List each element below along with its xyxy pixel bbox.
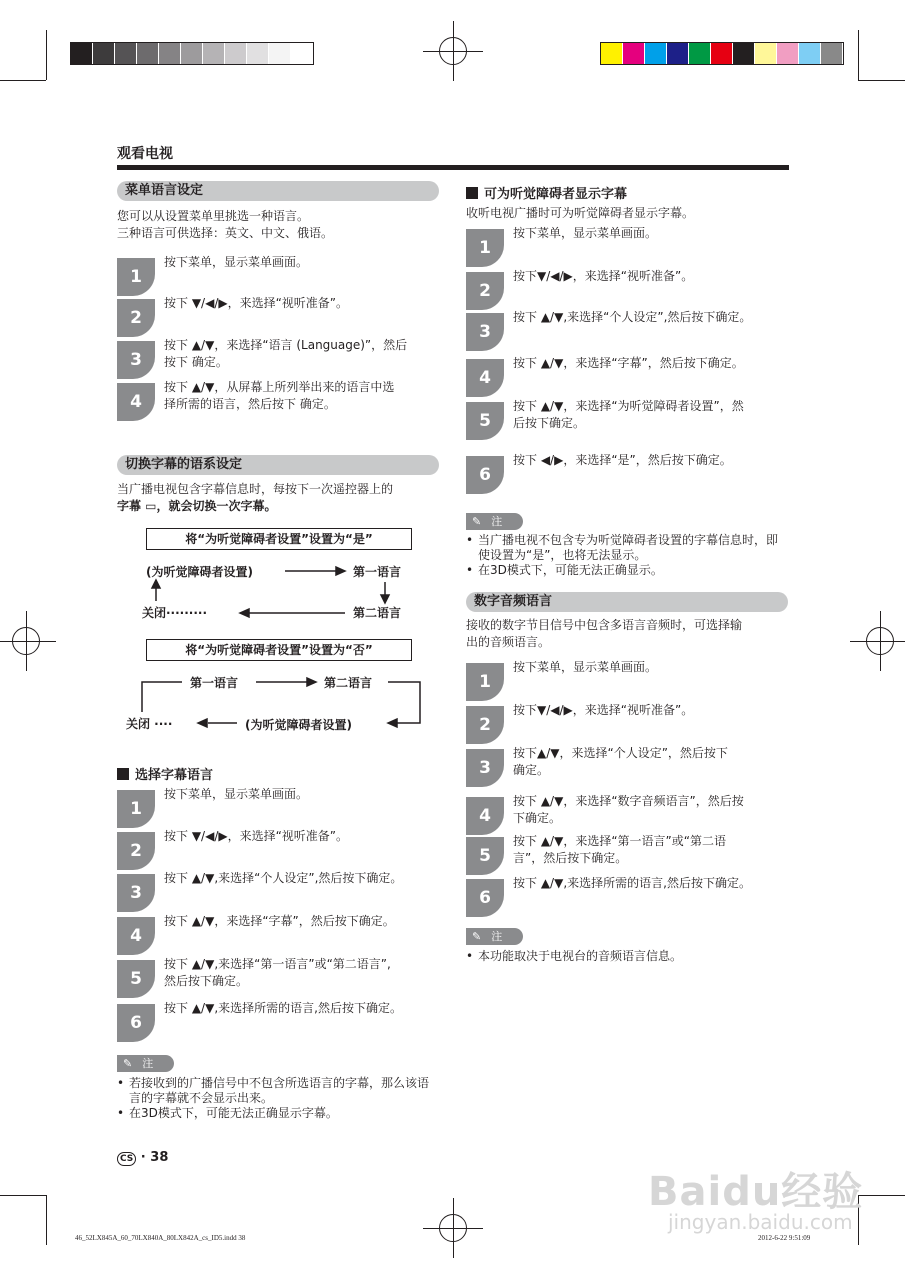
step-text: 按下 ▲/▼，从屏幕上所列举出来的语言中选	[164, 380, 395, 394]
step-text: 按下 ▲/▼，来选择“数字音频语言”，然后按	[513, 794, 744, 808]
color-swatch	[689, 43, 711, 64]
section-heading-hearing-subtitle	[466, 183, 627, 202]
step-text: 按下 ▲/▼,来选择所需的语言,然后按下确定。	[513, 876, 751, 890]
color-swatch	[291, 43, 313, 64]
step-text: 按下 ◀/▶，来选择“是”，然后按下确定。	[513, 453, 732, 467]
color-swatch	[115, 43, 137, 64]
color-swatch	[667, 43, 689, 64]
section-heading-subtitle-switch: 切换字幕的语系设定	[117, 455, 439, 475]
color-swatch	[137, 43, 159, 64]
step-number: 3	[466, 313, 504, 351]
step-number: 1	[117, 258, 155, 296]
heading-text: 可为听觉障碍者显示字幕	[484, 187, 628, 202]
step-number: 4	[466, 359, 504, 397]
step-text: 按下菜单，显示菜单画面。	[164, 787, 309, 801]
step-number: 5	[466, 402, 504, 440]
crop-mark	[0, 1195, 46, 1196]
step-text: 择所需的语言，然后按下 确定。	[164, 397, 336, 411]
step-text: 按下 ▲/▼，来选择“第一语言”或“第二语	[513, 834, 726, 848]
step-text: 按下菜单，显示菜单画面。	[164, 255, 309, 269]
registration-crosshair-icon	[862, 623, 898, 659]
note-list	[466, 949, 788, 964]
note-item: • 当广播电视不包含专为听觉障碍者设置的字幕信息时，即使设置为“是”，也将无法显示。	[466, 533, 788, 563]
step-number: 1	[117, 790, 155, 828]
color-swatch	[755, 43, 777, 64]
step-number: 2	[117, 832, 155, 870]
step-number: 3	[117, 341, 155, 379]
step-number: 1	[466, 663, 504, 701]
step-number: 1	[466, 229, 504, 267]
color-swatch-bar	[600, 42, 844, 65]
step-text: 按下 ▲/▼,来选择“第一语言”或“第二语言”,	[164, 957, 391, 971]
intro-text: 您可以从设置菜单里挑选一种语言。	[117, 209, 310, 223]
diagram-arrows	[120, 668, 430, 738]
step-number: 3	[466, 749, 504, 787]
crop-mark	[0, 80, 46, 81]
square-bullet-icon	[117, 768, 129, 780]
step-text: 按下 确定。	[164, 355, 228, 369]
step-number: 4	[117, 383, 155, 421]
color-swatch	[225, 43, 247, 64]
color-swatch	[777, 43, 799, 64]
step-number: 4	[466, 797, 504, 835]
step-text: 按下 ▼/◀/▶，来选择“视听准备”。	[164, 296, 349, 310]
diagram-node: 第一语言	[190, 676, 239, 690]
language-badge-icon: CS	[117, 1152, 136, 1166]
step-number: 6	[117, 1004, 155, 1042]
color-swatch	[93, 43, 115, 64]
crop-mark	[46, 1195, 47, 1245]
step-text: 按下 ▲/▼，来选择“字幕”，然后按下确定。	[513, 356, 744, 370]
pencil-icon: ✎	[472, 930, 482, 943]
step-number: 2	[466, 272, 504, 310]
color-swatch	[623, 43, 645, 64]
color-swatch	[203, 43, 225, 64]
page-dot: ·	[140, 1150, 146, 1165]
step-text: 按下 ▼/◀/▶，来选择“视听准备”。	[164, 829, 349, 843]
diagram-arrows	[130, 555, 430, 625]
color-swatch	[645, 43, 667, 64]
step-number: 4	[117, 917, 155, 955]
section-heading-menu-language: 菜单语言设定	[117, 181, 439, 201]
intro-text: 出的音频语言。	[466, 635, 551, 649]
intro-text: 收听电视广播时可为听觉障碍者显示字幕。	[466, 206, 695, 220]
step-text: 按下▲/▼，来选择“个人设定”，然后按下	[513, 746, 728, 760]
step-number: 2	[466, 706, 504, 744]
step-text: 后按下确定。	[513, 416, 586, 430]
note-list	[117, 1076, 439, 1121]
page-title: 观看电视	[117, 146, 173, 162]
step-text: 按下 ▲/▼，来选择“语言 (Language)”，然后	[164, 338, 408, 352]
step-text: 按下菜单，显示菜单画面。	[513, 660, 658, 674]
color-swatch	[269, 43, 291, 64]
step-text: 按下▼/◀/▶，来选择“视听准备”。	[513, 269, 694, 283]
square-bullet-icon	[466, 187, 478, 199]
intro-text: 接收的数字节目信号中包含多语言音频时，可选择输	[466, 618, 743, 632]
crop-mark	[858, 30, 859, 80]
diagram-node: 关闭 ····	[126, 717, 173, 731]
step-text: 按下▼/◀/▶，来选择“视听准备”。	[513, 703, 694, 717]
color-swatch	[733, 43, 755, 64]
step-text: 按下 ▲/▼,来选择“个人设定”,然后按下确定。	[513, 310, 752, 324]
note-label: 注	[142, 1057, 154, 1070]
step-number: 5	[117, 960, 155, 998]
registration-crosshair-icon	[8, 623, 44, 659]
note-item: • 本功能取决于电视台的音频语言信息。	[466, 949, 788, 964]
step-text: 按下 ▲/▼，来选择“字幕”，然后按下确定。	[164, 914, 395, 928]
step-text: 下确定。	[513, 811, 562, 825]
color-swatch	[601, 43, 623, 64]
watermark-url: jingyan.baidu.com	[668, 1210, 853, 1234]
step-number: 6	[466, 879, 504, 917]
step-number: 5	[466, 837, 504, 875]
color-swatch	[247, 43, 269, 64]
diagram-caption-yes: 将“为听觉障碍者设置”设置为“是”	[146, 528, 412, 550]
diagram-node: (为听觉障碍者设置)	[245, 718, 352, 732]
note-tag	[466, 928, 523, 945]
crop-mark	[858, 80, 905, 81]
color-swatch	[159, 43, 181, 64]
step-number: 6	[466, 456, 504, 494]
step-text: 按下 ▲/▼,来选择“个人设定”,然后按下确定。	[164, 871, 403, 885]
step-text: 按下菜单，显示菜单画面。	[513, 226, 658, 240]
registration-crosshair-icon	[435, 33, 471, 69]
step-number: 3	[117, 874, 155, 912]
pencil-icon: ✎	[123, 1057, 133, 1070]
note-label: 注	[491, 930, 503, 943]
intro-text: 当广播电视包含字幕信息时，每按下一次遥控器上的	[117, 482, 394, 496]
pencil-icon: ✎	[472, 515, 482, 528]
note-tag	[466, 513, 523, 530]
step-text: 按下 ▲/▼，来选择“为听觉障碍者设置”，然	[513, 399, 744, 413]
diagram-node: (为听觉障碍者设置)	[146, 565, 253, 579]
diagram-node: 第二语言	[324, 676, 373, 690]
color-swatch	[821, 43, 843, 64]
page-number-value: 38	[150, 1150, 169, 1165]
crop-mark	[858, 1195, 905, 1196]
intro-text: 三种语言可供选择：英文、中文、俄语。	[117, 226, 334, 240]
step-text: 然后按下确定。	[164, 974, 249, 988]
diagram-node: 关闭·········	[142, 606, 208, 620]
note-list	[466, 533, 788, 578]
note-item: • 在3D模式下，可能无法正确显示字幕。	[117, 1106, 439, 1121]
diagram-node: 第一语言	[353, 565, 402, 579]
intro-text: 字幕 ▭，就会切换一次字幕。	[117, 499, 277, 513]
diagram-node: 第二语言	[353, 606, 402, 620]
note-item: • 若接收到的广播信号中不包含所选语言的字幕，那么该语言的字幕就不会显示出来。	[117, 1076, 439, 1106]
step-text: 确定。	[513, 763, 550, 777]
color-swatch	[71, 43, 93, 64]
section-heading-select-subtitle	[117, 764, 213, 783]
note-label: 注	[491, 515, 503, 528]
section-heading-audio-language: 数字音频语言	[466, 592, 788, 612]
step-text: 言”，然后按下确定。	[513, 851, 628, 865]
color-swatch	[711, 43, 733, 64]
footer-date: 2012-6-22 9:51:09	[758, 1234, 811, 1242]
step-number: 2	[117, 299, 155, 337]
note-tag	[117, 1055, 174, 1072]
note-item: • 在3D模式下，可能无法正确显示。	[466, 563, 788, 578]
heading-text: 选择字幕语言	[135, 768, 214, 783]
color-swatch	[799, 43, 821, 64]
watermark-brand: Baidu经验	[648, 1169, 864, 1215]
footer-file-name: 46_52LX845A_60_70LX840A_80LX842A_cs_ID5.indd 38	[75, 1234, 246, 1242]
grayscale-swatch-bar	[70, 42, 314, 65]
step-text: 按下 ▲/▼,来选择所需的语言,然后按下确定。	[164, 1001, 402, 1015]
title-rule	[117, 165, 789, 170]
crop-mark	[46, 30, 47, 80]
color-swatch	[181, 43, 203, 64]
page-number	[117, 1150, 168, 1166]
registration-crosshair-icon	[435, 1210, 471, 1246]
diagram-caption-no: 将“为听觉障碍者设置”设置为“否”	[146, 639, 412, 661]
